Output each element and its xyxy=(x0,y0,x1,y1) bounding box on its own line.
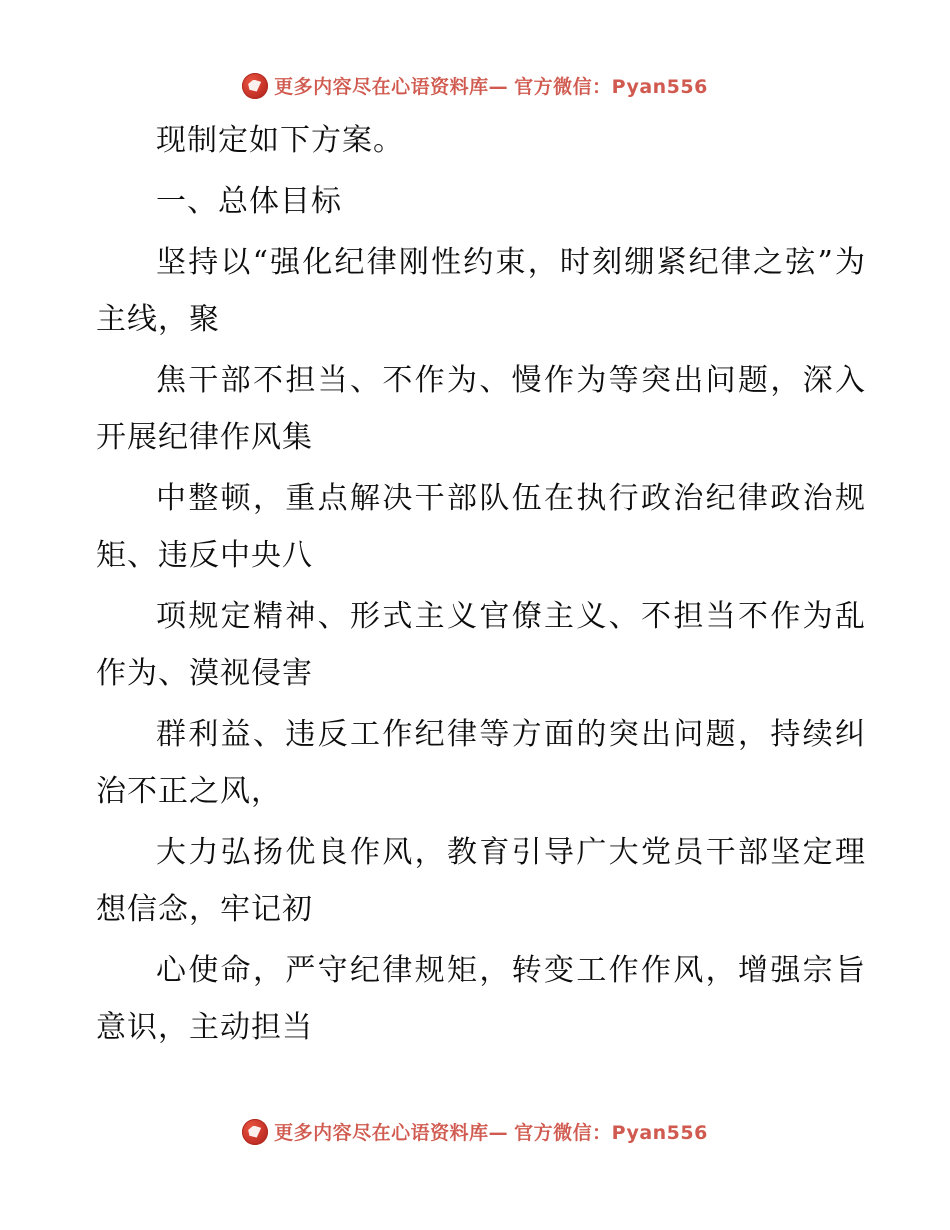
watermark-top xyxy=(0,72,950,99)
paragraph-heading: 一、总体目标 xyxy=(156,184,342,219)
watermark-logo-icon xyxy=(242,1119,268,1145)
paragraph: 心使命，严守纪律规矩，转变工作作风，增强宗旨意识，主动担当 xyxy=(96,953,866,1045)
watermark-text-sub: 官方微信：Pyan556 xyxy=(514,1122,708,1144)
watermark-logo-icon xyxy=(242,73,268,99)
paragraph: 大力弘扬优良作风，教育引导广大党员干部坚定理想信念，牢记初 xyxy=(96,835,866,927)
watermark-text-main: 更多内容尽在心语资料库— xyxy=(274,76,509,98)
paragraph: 焦干部不担当、不作为、慢作为等突出问题，深入开展纪律作风集 xyxy=(96,363,866,455)
paragraph: 群利益、违反工作纪律等方面的突出问题，持续纠治不正之风， xyxy=(96,717,866,809)
document-body xyxy=(96,112,866,1060)
watermark-text-main: 更多内容尽在心语资料库— xyxy=(274,1122,509,1144)
watermark-text-sub: 官方微信：Pyan556 xyxy=(514,76,708,98)
paragraph: 现制定如下方案。 xyxy=(156,123,404,158)
paragraph: 坚持以“强化纪律刚性约束，时刻绷紧纪律之弦”为主线，聚 xyxy=(96,245,866,337)
paragraph: 中整顿，重点解决干部队伍在执行政治纪律政治规矩、违反中央八 xyxy=(96,481,866,573)
watermark-bottom xyxy=(0,1118,950,1145)
paragraph: 项规定精神、形式主义官僚主义、不担当不作为乱作为、漠视侵害 xyxy=(96,599,866,691)
